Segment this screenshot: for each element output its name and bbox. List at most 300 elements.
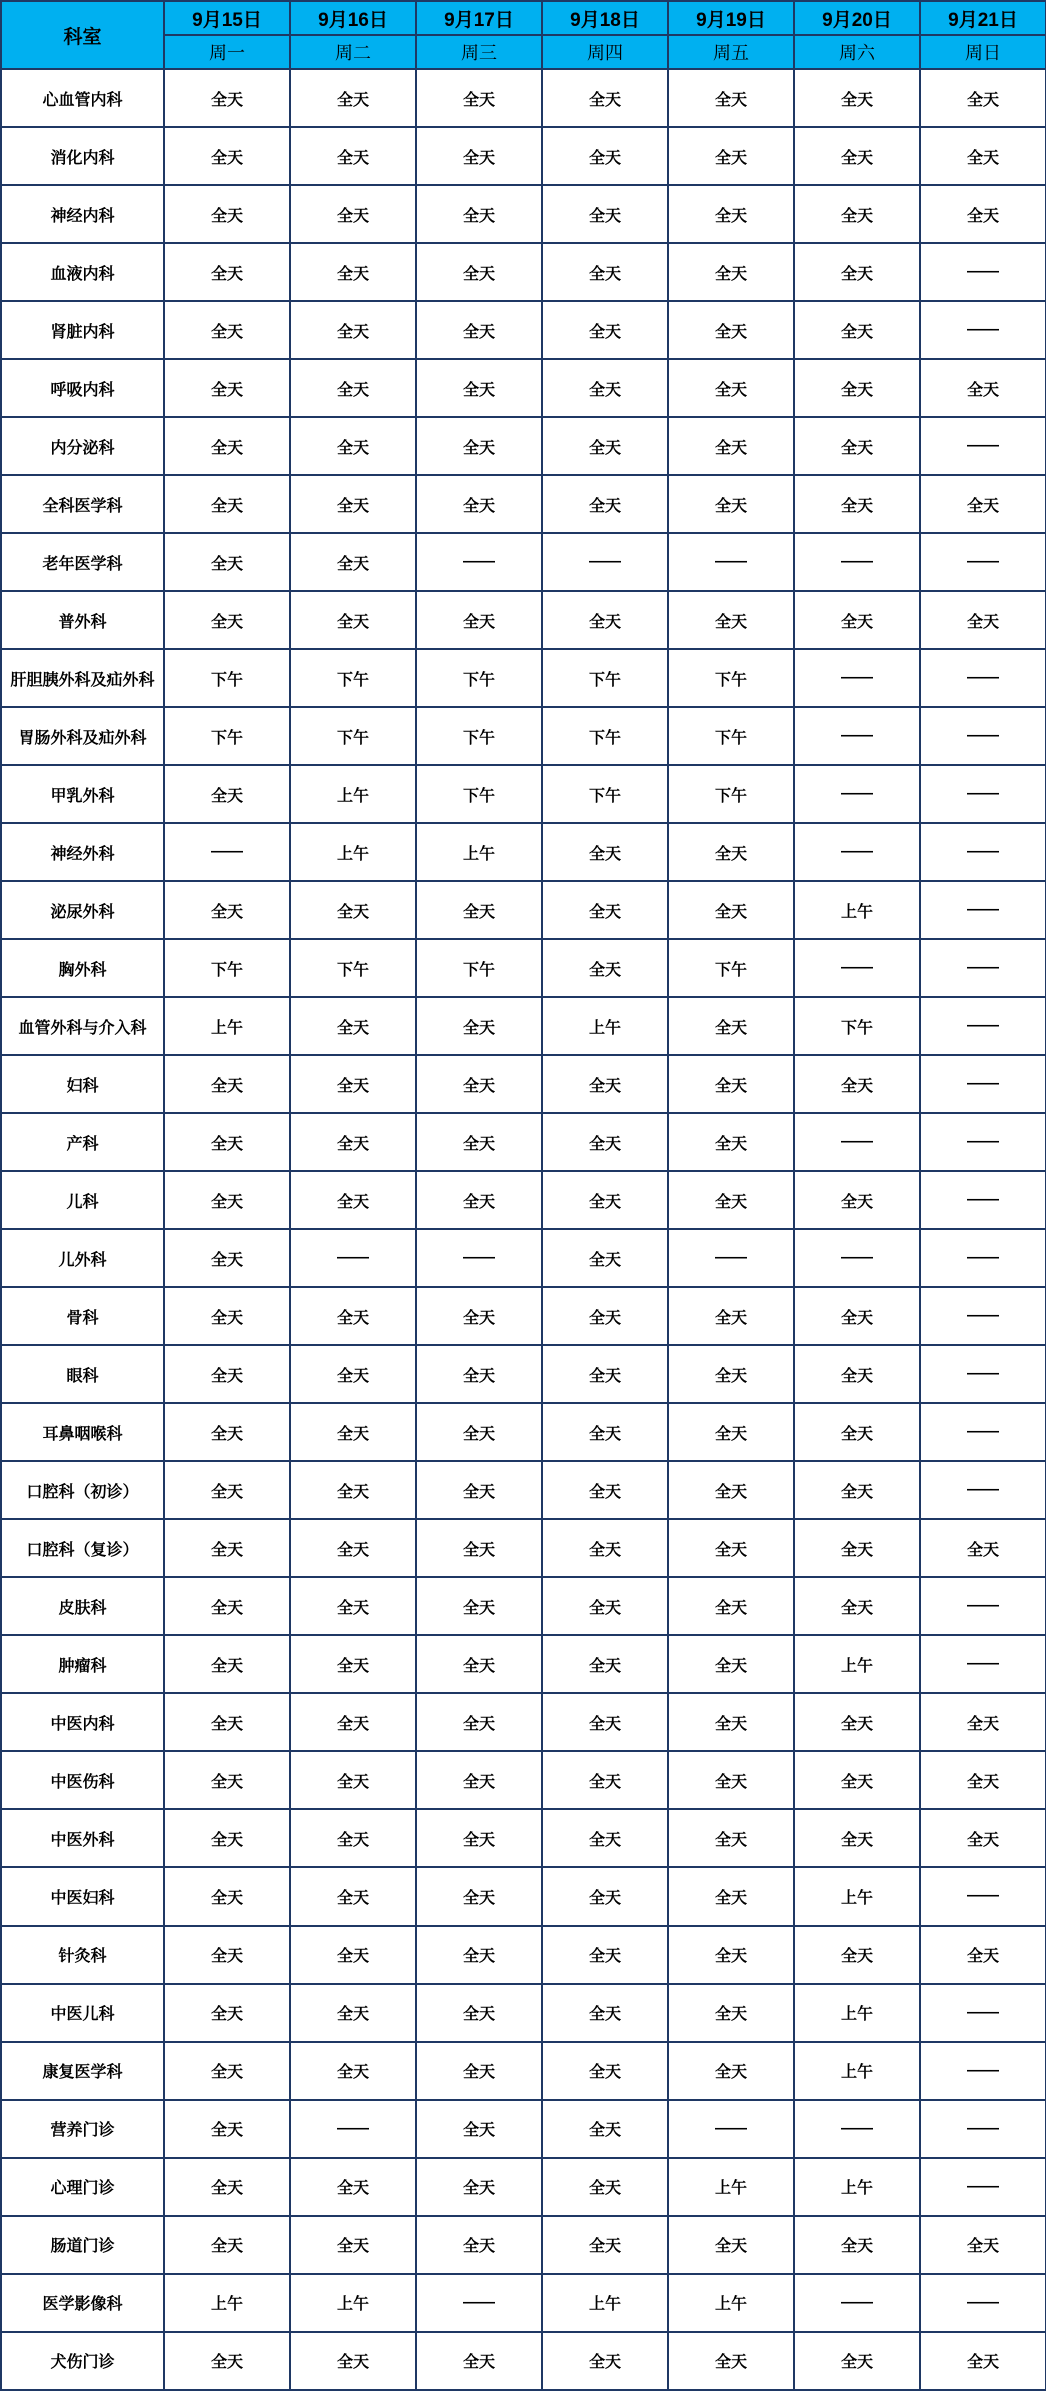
schedule-cell: 全天 (290, 417, 416, 475)
schedule-cell: 全天 (794, 1519, 920, 1577)
schedule-cell: 全天 (164, 1635, 290, 1693)
schedule-cell: 全天 (668, 2216, 794, 2274)
schedule-cell: 全天 (794, 1055, 920, 1113)
schedule-cell: —— (920, 2042, 1046, 2100)
schedule-cell: —— (920, 417, 1046, 475)
schedule-cell: —— (794, 1113, 920, 1171)
schedule-cell: 全天 (164, 1577, 290, 1635)
schedule-cell: 全天 (668, 1693, 794, 1751)
weekday-header: 周日 (920, 35, 1046, 69)
schedule-cell: 全天 (416, 417, 542, 475)
department-name: 老年医学科 (1, 533, 164, 591)
department-name: 康复医学科 (1, 2042, 164, 2100)
schedule-cell: 全天 (164, 1519, 290, 1577)
schedule-cell: —— (920, 1345, 1046, 1403)
schedule-cell: 全天 (290, 1113, 416, 1171)
schedule-cell: 全天 (164, 243, 290, 301)
schedule-cell: 全天 (290, 475, 416, 533)
schedule-cell: —— (794, 707, 920, 765)
schedule-cell: 全天 (164, 533, 290, 591)
schedule-cell: 全天 (416, 1809, 542, 1867)
schedule-cell: 全天 (920, 359, 1046, 417)
schedule-cell: —— (920, 1113, 1046, 1171)
table-row (1, 1461, 1046, 1519)
schedule-cell: 全天 (542, 1693, 668, 1751)
schedule-cell: 全天 (668, 1519, 794, 1577)
table-row (1, 1113, 1046, 1171)
table-row (1, 649, 1046, 707)
schedule-cell: —— (920, 533, 1046, 591)
schedule-cell: —— (668, 2100, 794, 2158)
table-row (1, 1055, 1046, 1113)
department-name: 口腔科（初诊） (1, 1461, 164, 1519)
schedule-cell: 全天 (164, 1867, 290, 1925)
department-name: 胃肠外科及疝外科 (1, 707, 164, 765)
schedule-cell: —— (668, 1229, 794, 1287)
schedule-cell: 下午 (164, 939, 290, 997)
department-name: 甲乳外科 (1, 765, 164, 823)
schedule-cell: 全天 (416, 2332, 542, 2390)
schedule-cell: —— (416, 1229, 542, 1287)
schedule-cell: 全天 (290, 243, 416, 301)
schedule-cell: 全天 (164, 69, 290, 127)
schedule-cell: 全天 (290, 185, 416, 243)
schedule-cell: 全天 (290, 1171, 416, 1229)
schedule-cell: 全天 (668, 301, 794, 359)
schedule-cell: 下午 (542, 649, 668, 707)
schedule-cell: 全天 (668, 185, 794, 243)
schedule-cell: 全天 (542, 1635, 668, 1693)
schedule-cell: 全天 (542, 475, 668, 533)
schedule-cell: 全天 (794, 243, 920, 301)
schedule-cell: 全天 (164, 1229, 290, 1287)
schedule-cell: 全天 (416, 69, 542, 127)
schedule-cell: 全天 (542, 2042, 668, 2100)
table-header (1, 1, 1046, 69)
schedule-cell: 全天 (416, 1984, 542, 2042)
schedule-cell: 全天 (290, 1926, 416, 1984)
schedule-cell: 全天 (164, 1055, 290, 1113)
schedule-cell: 上午 (794, 2158, 920, 2216)
department-name: 神经外科 (1, 823, 164, 881)
schedule-cell: 全天 (164, 475, 290, 533)
schedule-cell: 全天 (668, 823, 794, 881)
schedule-cell: 下午 (416, 707, 542, 765)
schedule-cell: —— (920, 2158, 1046, 2216)
schedule-cell: 全天 (668, 1751, 794, 1809)
schedule-cell: 全天 (794, 185, 920, 243)
schedule-cell: 全天 (542, 591, 668, 649)
department-name: 内分泌科 (1, 417, 164, 475)
schedule-cell: 下午 (668, 707, 794, 765)
schedule-cell: —— (920, 939, 1046, 997)
schedule-cell: 全天 (542, 1287, 668, 1345)
schedule-cell: —— (920, 1055, 1046, 1113)
table-row (1, 765, 1046, 823)
table-row (1, 69, 1046, 127)
table-row (1, 359, 1046, 417)
schedule-cell: 全天 (416, 2216, 542, 2274)
schedule-cell: 上午 (164, 2274, 290, 2332)
schedule-cell: 全天 (668, 881, 794, 939)
department-name: 呼吸内科 (1, 359, 164, 417)
schedule-cell: 上午 (542, 2274, 668, 2332)
schedule-cell: 全天 (416, 1287, 542, 1345)
schedule-cell: 全天 (668, 591, 794, 649)
schedule-cell: 全天 (164, 2332, 290, 2390)
schedule-cell: 全天 (290, 1577, 416, 1635)
department-name: 医学影像科 (1, 2274, 164, 2332)
schedule-cell: 全天 (920, 2216, 1046, 2274)
schedule-cell: 全天 (164, 1984, 290, 2042)
schedule-cell: —— (794, 939, 920, 997)
schedule-cell: 全天 (164, 1113, 290, 1171)
schedule-cell: 全天 (794, 417, 920, 475)
schedule-cell: 全天 (164, 185, 290, 243)
department-name: 全科医学科 (1, 475, 164, 533)
schedule-cell: 全天 (416, 1461, 542, 1519)
schedule-cell: 全天 (794, 1345, 920, 1403)
schedule-cell: 全天 (542, 2332, 668, 2390)
schedule-cell: 全天 (542, 1577, 668, 1635)
department-name: 耳鼻咽喉科 (1, 1403, 164, 1461)
schedule-cell: 全天 (542, 417, 668, 475)
department-name: 肾脏内科 (1, 301, 164, 359)
schedule-cell: 全天 (164, 1171, 290, 1229)
schedule-cell: 全天 (920, 1693, 1046, 1751)
schedule-cell: —— (542, 533, 668, 591)
schedule-cell: —— (794, 2274, 920, 2332)
schedule-cell: —— (920, 1635, 1046, 1693)
schedule-cell: 全天 (668, 1403, 794, 1461)
schedule-cell: —— (794, 2100, 920, 2158)
schedule-cell: 下午 (542, 765, 668, 823)
table-row (1, 1984, 1046, 2042)
weekday-header: 周五 (668, 35, 794, 69)
schedule-cell: 全天 (668, 1577, 794, 1635)
schedule-cell: 全天 (668, 359, 794, 417)
schedule-cell: 上午 (794, 1635, 920, 1693)
date-header: 9月21日 (920, 1, 1046, 35)
schedule-cell: 全天 (416, 301, 542, 359)
schedule-cell: 全天 (794, 1287, 920, 1345)
schedule-cell: —— (920, 649, 1046, 707)
schedule-cell: 全天 (290, 2332, 416, 2390)
schedule-cell: 全天 (416, 1171, 542, 1229)
schedule-cell: 全天 (164, 2042, 290, 2100)
schedule-cell: 全天 (668, 2332, 794, 2390)
schedule-cell: 全天 (164, 417, 290, 475)
department-name: 肝胆胰外科及疝外科 (1, 649, 164, 707)
schedule-cell: 全天 (164, 2216, 290, 2274)
department-name: 胸外科 (1, 939, 164, 997)
schedule-cell: 全天 (164, 1461, 290, 1519)
department-name: 肿瘤科 (1, 1635, 164, 1693)
table-row (1, 997, 1046, 1055)
table-row (1, 591, 1046, 649)
schedule-cell: 全天 (290, 2042, 416, 2100)
schedule-cell: 全天 (290, 1461, 416, 1519)
schedule-cell: 全天 (668, 1809, 794, 1867)
schedule-cell: 全天 (164, 1345, 290, 1403)
schedule-cell: 全天 (164, 765, 290, 823)
schedule-cell: 全天 (542, 2216, 668, 2274)
schedule-cell: —— (290, 2100, 416, 2158)
schedule-cell: 全天 (794, 475, 920, 533)
table-row (1, 1635, 1046, 1693)
schedule-cell: 全天 (290, 591, 416, 649)
schedule-cell: 全天 (794, 1926, 920, 1984)
schedule-cell: 全天 (542, 301, 668, 359)
date-header: 9月20日 (794, 1, 920, 35)
schedule-cell: —— (416, 2274, 542, 2332)
schedule-cell: 全天 (668, 1287, 794, 1345)
schedule-cell: 全天 (416, 185, 542, 243)
date-header: 9月16日 (290, 1, 416, 35)
schedule-cell: 全天 (794, 1751, 920, 1809)
table-body (1, 69, 1046, 2390)
table-row (1, 1229, 1046, 1287)
department-name: 儿外科 (1, 1229, 164, 1287)
schedule-cell: 全天 (416, 1055, 542, 1113)
schedule-cell: 全天 (416, 1403, 542, 1461)
table-row (1, 1287, 1046, 1345)
table-row (1, 1171, 1046, 1229)
schedule-cell: 全天 (290, 1055, 416, 1113)
schedule-cell: —— (794, 649, 920, 707)
schedule-cell: —— (920, 1171, 1046, 1229)
schedule-cell: 全天 (542, 1229, 668, 1287)
schedule-cell: 上午 (794, 1984, 920, 2042)
department-name: 中医妇科 (1, 1867, 164, 1925)
table-row (1, 243, 1046, 301)
weekday-header: 周一 (164, 35, 290, 69)
schedule-cell: 全天 (416, 2100, 542, 2158)
schedule-cell: 全天 (164, 127, 290, 185)
schedule-cell: 下午 (290, 707, 416, 765)
schedule-cell: 全天 (290, 2158, 416, 2216)
schedule-cell: 全天 (290, 1809, 416, 1867)
schedule-cell: 全天 (668, 2042, 794, 2100)
schedule-cell: 全天 (416, 1577, 542, 1635)
department-name: 消化内科 (1, 127, 164, 185)
schedule-cell: 全天 (164, 881, 290, 939)
schedule-cell: 全天 (416, 1926, 542, 1984)
schedule-cell: —— (920, 1867, 1046, 1925)
schedule-cell: 全天 (920, 1926, 1046, 1984)
schedule-cell: 下午 (542, 707, 668, 765)
schedule-cell: 全天 (668, 127, 794, 185)
schedule-cell: 上午 (290, 765, 416, 823)
schedule-cell: —— (920, 823, 1046, 881)
department-name: 泌尿外科 (1, 881, 164, 939)
schedule-cell: 全天 (290, 533, 416, 591)
table-row (1, 1577, 1046, 1635)
department-name: 心理门诊 (1, 2158, 164, 2216)
table-row (1, 1403, 1046, 1461)
schedule-cell: 全天 (668, 1345, 794, 1403)
date-header: 9月19日 (668, 1, 794, 35)
schedule-cell: 全天 (542, 1461, 668, 1519)
schedule-cell: —— (920, 707, 1046, 765)
department-name: 普外科 (1, 591, 164, 649)
schedule-cell: 下午 (416, 939, 542, 997)
table-row (1, 1809, 1046, 1867)
weekday-header: 周三 (416, 35, 542, 69)
schedule-cell: 全天 (920, 1809, 1046, 1867)
schedule-cell: 全天 (542, 1171, 668, 1229)
schedule-cell: 全天 (164, 591, 290, 649)
schedule-cell: 全天 (164, 2158, 290, 2216)
schedule-cell: 全天 (794, 69, 920, 127)
schedule-cell: 全天 (290, 69, 416, 127)
schedule-cell: 下午 (668, 649, 794, 707)
table-row (1, 2100, 1046, 2158)
schedule-cell: 全天 (164, 2100, 290, 2158)
schedule-cell: 全天 (668, 1171, 794, 1229)
schedule-cell: 全天 (416, 475, 542, 533)
schedule-cell: 全天 (416, 1635, 542, 1693)
schedule-cell: 全天 (542, 243, 668, 301)
schedule-cell: 下午 (416, 649, 542, 707)
schedule-cell: 全天 (542, 1055, 668, 1113)
schedule-cell: —— (794, 1229, 920, 1287)
schedule-cell: 全天 (290, 301, 416, 359)
schedule-cell: 上午 (794, 2042, 920, 2100)
schedule-cell: —— (920, 997, 1046, 1055)
schedule-cell: 全天 (542, 939, 668, 997)
schedule-cell: 全天 (164, 1693, 290, 1751)
schedule-cell: 全天 (542, 823, 668, 881)
table-row (1, 823, 1046, 881)
schedule-cell: 下午 (668, 939, 794, 997)
schedule-cell: —— (668, 533, 794, 591)
schedule-cell: 上午 (542, 997, 668, 1055)
schedule-cell: —— (920, 1984, 1046, 2042)
schedule-cell: 全天 (668, 1867, 794, 1925)
schedule-cell: 全天 (416, 243, 542, 301)
schedule-cell: 全天 (290, 881, 416, 939)
weekday-header: 周二 (290, 35, 416, 69)
schedule-cell: 全天 (542, 1984, 668, 2042)
schedule-cell: 全天 (290, 1751, 416, 1809)
schedule-cell: 全天 (416, 2042, 542, 2100)
schedule-cell: 下午 (794, 997, 920, 1055)
department-column-header: 科室 (1, 1, 164, 69)
schedule-cell: 全天 (290, 2216, 416, 2274)
department-name: 针灸科 (1, 1926, 164, 1984)
schedule-cell: 下午 (416, 765, 542, 823)
schedule-cell: 全天 (416, 359, 542, 417)
schedule-cell: 全天 (794, 1403, 920, 1461)
schedule-cell: 全天 (668, 417, 794, 475)
table-row (1, 1345, 1046, 1403)
schedule-cell: 全天 (542, 69, 668, 127)
schedule-cell: 全天 (164, 1751, 290, 1809)
schedule-cell: 上午 (668, 2274, 794, 2332)
department-name: 中医内科 (1, 1693, 164, 1751)
schedule-cell: 全天 (416, 997, 542, 1055)
weekday-header: 周四 (542, 35, 668, 69)
schedule-cell: 全天 (164, 1403, 290, 1461)
schedule-cell: 下午 (668, 765, 794, 823)
schedule-cell: —— (794, 765, 920, 823)
department-name: 心血管内科 (1, 69, 164, 127)
schedule-cell: 全天 (920, 127, 1046, 185)
schedule-cell: 全天 (416, 127, 542, 185)
department-name: 妇科 (1, 1055, 164, 1113)
schedule-cell: 全天 (290, 997, 416, 1055)
table-row (1, 2274, 1046, 2332)
schedule-cell: —— (920, 1403, 1046, 1461)
table-row (1, 1693, 1046, 1751)
table-row (1, 1751, 1046, 1809)
weekday-header: 周六 (794, 35, 920, 69)
department-name: 中医儿科 (1, 1984, 164, 2042)
schedule-cell: 全天 (668, 1461, 794, 1519)
schedule-cell: 全天 (794, 1693, 920, 1751)
schedule-cell: —— (794, 533, 920, 591)
schedule-cell: 全天 (794, 2332, 920, 2390)
table-row (1, 185, 1046, 243)
date-header: 9月15日 (164, 1, 290, 35)
schedule-cell: 全天 (920, 475, 1046, 533)
schedule-cell: —— (920, 765, 1046, 823)
schedule-cell: —— (920, 1461, 1046, 1519)
schedule-cell: 全天 (290, 1519, 416, 1577)
table-row (1, 475, 1046, 533)
schedule-cell: 全天 (668, 1055, 794, 1113)
schedule-cell: 全天 (668, 1984, 794, 2042)
schedule-cell: 全天 (290, 1345, 416, 1403)
schedule-cell: 全天 (542, 1403, 668, 1461)
schedule-cell: 上午 (794, 1867, 920, 1925)
schedule-cell: 全天 (416, 1113, 542, 1171)
schedule-cell: 全天 (164, 1287, 290, 1345)
department-name: 骨科 (1, 1287, 164, 1345)
schedule-cell: 全天 (794, 127, 920, 185)
schedule-cell: 全天 (542, 185, 668, 243)
department-name: 口腔科（复诊） (1, 1519, 164, 1577)
schedule-cell: 全天 (920, 69, 1046, 127)
schedule-cell: 全天 (920, 185, 1046, 243)
schedule-cell: 全天 (668, 243, 794, 301)
schedule-cell: 全天 (416, 2158, 542, 2216)
schedule-cell: 全天 (794, 1171, 920, 1229)
schedule-cell: 下午 (164, 707, 290, 765)
schedule-cell: —— (290, 1229, 416, 1287)
table-row (1, 127, 1046, 185)
schedule-cell: 全天 (416, 881, 542, 939)
schedule-cell: 全天 (290, 1635, 416, 1693)
schedule-cell: —— (920, 881, 1046, 939)
schedule-cell: 上午 (290, 2274, 416, 2332)
department-name: 肠道门诊 (1, 2216, 164, 2274)
schedule-cell: 全天 (668, 997, 794, 1055)
department-name: 儿科 (1, 1171, 164, 1229)
schedule-cell: 全天 (164, 301, 290, 359)
schedule-cell: 全天 (290, 1693, 416, 1751)
schedule-cell: 全天 (920, 1751, 1046, 1809)
schedule-cell: 全天 (668, 475, 794, 533)
schedule-cell: 全天 (416, 1751, 542, 1809)
schedule-cell: 全天 (290, 1984, 416, 2042)
schedule-cell: 全天 (290, 1403, 416, 1461)
schedule-cell: 下午 (290, 939, 416, 997)
schedule-cell: 全天 (542, 1751, 668, 1809)
schedule-cell: 全天 (794, 1577, 920, 1635)
department-name: 血液内科 (1, 243, 164, 301)
